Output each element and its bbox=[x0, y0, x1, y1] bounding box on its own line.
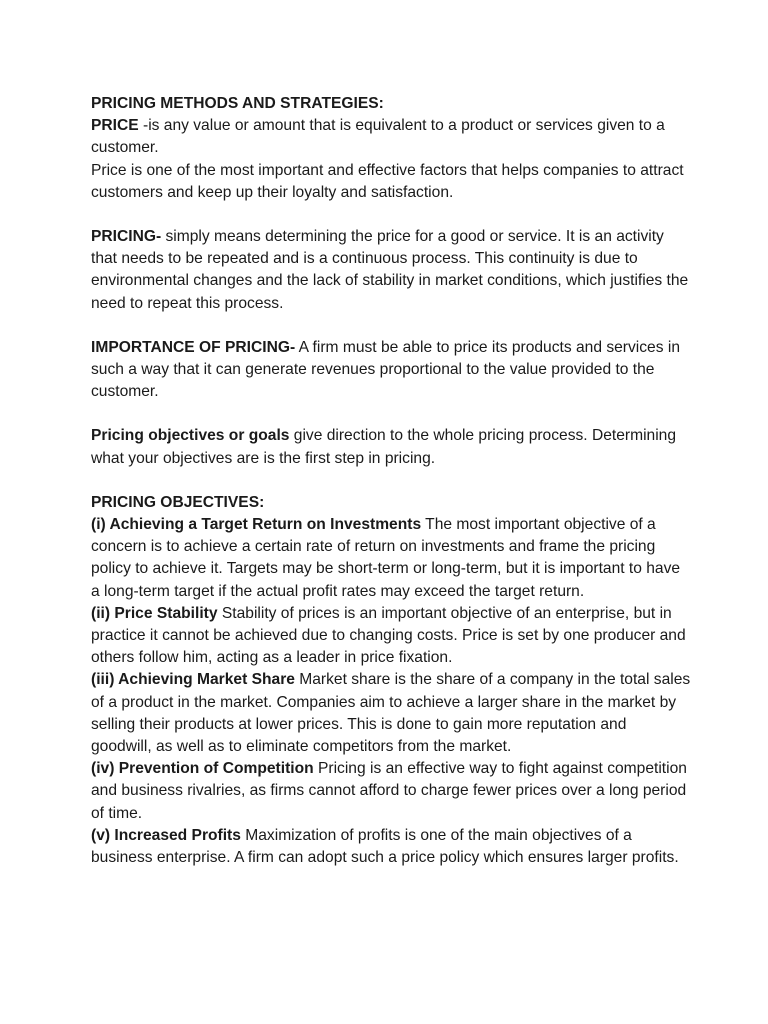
objective-text: The most important objective of a concern is to achieve a certain rate of return on investments and frame the pricing policy to achieve it. Targets may be short-term or long-term, but it is important to have a long-term target if the actual profit rates may exceed the target return. bbox=[91, 516, 681, 600]
document-page bbox=[91, 93, 691, 869]
price-term: PRICE bbox=[91, 117, 139, 135]
objective-term: (iii) Achieving Market Share bbox=[91, 671, 295, 689]
objective-item bbox=[91, 603, 691, 670]
objectives-heading: PRICING OBJECTIVES: bbox=[91, 493, 265, 511]
objective-item bbox=[91, 514, 691, 603]
objectives-goals-text: give direction to the whole pricing process. Determining what your objectives are is the first step in pricing. bbox=[91, 427, 677, 467]
spacer bbox=[91, 204, 691, 226]
importance-paragraph bbox=[91, 337, 691, 404]
pricing-section bbox=[91, 226, 691, 315]
objective-text: Stability of prices is an important objective of an enterprise, but in practice it cannot be achieved due to changing costs. Price is set by one producer and others follow him, acting as a leader in price fixation. bbox=[91, 604, 686, 667]
pricing-term: PRICING- bbox=[91, 228, 162, 246]
page-heading: PRICING METHODS AND STRATEGIES: bbox=[91, 95, 384, 112]
importance-section bbox=[91, 337, 691, 404]
objective-item bbox=[91, 669, 691, 758]
objective-text: Maximization of profits is one of the main objectives of a business enterprise. A firm can adopt such a price policy which ensures larger profits. bbox=[91, 826, 679, 867]
objectives-goals-paragraph bbox=[91, 425, 691, 469]
objectives-goals-section bbox=[91, 425, 691, 469]
spacer bbox=[91, 403, 691, 425]
importance-term: IMPORTANCE OF PRICING- bbox=[91, 338, 296, 356]
price-section bbox=[91, 93, 691, 204]
pricing-definition bbox=[91, 226, 691, 315]
objective-term: (v) Increased Profits bbox=[91, 826, 241, 844]
objective-text: Pricing is an effective way to fight against competition and business rivalries, as firms cannot afford to charge fewer prices over a long period of time. bbox=[91, 760, 687, 822]
objective-term: (iv) Prevention of Competition bbox=[91, 760, 314, 778]
objectives-section bbox=[91, 492, 691, 869]
objective-text: Market share is the share of a company in the total sales of a product in the market. Companies aim to achieve a larger share in the market by selling their products at lower prices. This is done to gain more reputation and goodwill, as well as to eliminate competitors from the market. bbox=[91, 671, 691, 756]
objectives-goals-term: Pricing objectives or goals bbox=[91, 427, 290, 445]
importance-text: A firm must be able to price its products and services in such a way that it can generate revenues proportional to the value provided to the customer. bbox=[91, 338, 680, 401]
price-paragraph: Price is one of the most important and effective factors that helps companies to attract customers and keep up their loyalty and satisfaction. bbox=[91, 161, 684, 201]
spacer bbox=[91, 315, 691, 337]
objective-item bbox=[91, 758, 691, 825]
objective-item bbox=[91, 825, 691, 869]
spacer bbox=[91, 470, 691, 492]
pricing-definition-text: simply means determining the price for a good or service. It is an activity that needs to be repeated and is a continuous process. This continuity is due to environmental changes and the lack of stability in market conditions, which justifies the need to repeat this process. bbox=[91, 228, 689, 312]
price-definition-text: -is any value or amount that is equivalent to a product or services given to a customer. bbox=[91, 117, 665, 157]
price-definition bbox=[91, 115, 691, 159]
objective-term: (i) Achieving a Target Return on Investments bbox=[91, 516, 422, 534]
objective-term: (ii) Price Stability bbox=[91, 604, 218, 622]
